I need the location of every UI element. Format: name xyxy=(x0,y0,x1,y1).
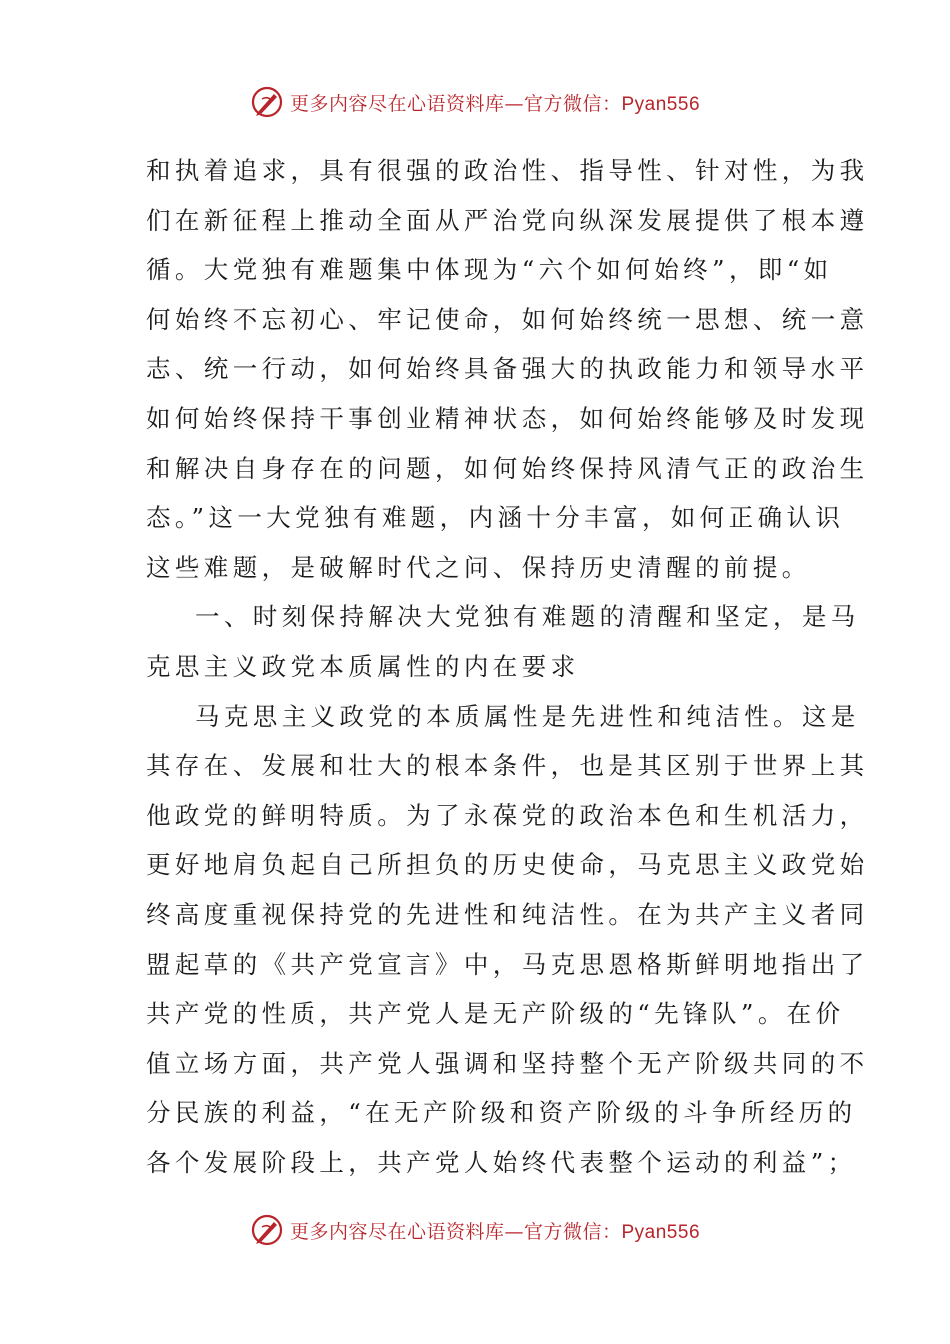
footer-wechat-label: 官方微信： xyxy=(523,1220,622,1243)
footer-dash: — xyxy=(504,1220,524,1243)
text-line: 这些难题，是破解时代之问、保持历史清醒的前提。 xyxy=(146,552,811,582)
text-line: 志、统一行动，如何始终具备强大的执政能力和领导水平 xyxy=(146,354,869,384)
text-line: 们在新征程上推动全面从严治党向纵深发展提供了根本遵 xyxy=(146,205,869,235)
section-heading-line: 克思主义政党本质属性的内在要求 xyxy=(146,651,580,681)
text-line: 和执着追求，具有很强的政治性、指导性、针对性，为我 xyxy=(146,156,869,185)
header-banner xyxy=(0,80,950,124)
text-line: 马克思主义政党的本质属性是先进性和纯洁性。这是 xyxy=(195,701,860,731)
text-line: 态。”这一大党独有难题，内涵十分丰富，如何正确认识 xyxy=(146,503,845,533)
document-body xyxy=(146,146,869,1187)
text-line: 和解决自身存在的问题，如何始终保持风清气正的政治生 xyxy=(146,453,869,483)
header-site-text: 更多内容尽在心语资料库 xyxy=(289,92,505,115)
text-line: 共产党的性质，共产党人是无产阶级的“先锋队”。在价 xyxy=(146,999,845,1029)
text-line: 其存在、发展和壮大的根本条件，也是其区别于世界上其 xyxy=(146,751,869,781)
header-wechat-label: 官方微信： xyxy=(523,92,622,115)
text-line: 何始终不忘初心、牢记使命，如何始终统一思想、统一意 xyxy=(146,304,869,334)
text-line: 循。大党独有难题集中体现为“六个如何始终”，即“如 xyxy=(146,255,833,285)
text-line: 盟起草的《共产党宣言》中，马克思恩格斯鲜明地指出了 xyxy=(146,949,869,979)
footer-banner xyxy=(0,1208,950,1252)
text-line: 分民族的利益，“在无产阶级和资产阶级的斗争所经历的 xyxy=(146,1098,857,1128)
text-line: 如何始终保持干事创业精神状态，如何始终能够及时发现 xyxy=(146,403,869,433)
text-line: 终高度重视保持党的先进性和纯洁性。在为共产主义者同 xyxy=(146,899,869,929)
footer-wechat-id: Pyan556 xyxy=(621,1221,701,1243)
text-line: 值立场方面，共产党人强调和坚持整个无产阶级共同的不 xyxy=(146,1048,869,1078)
header-banner-text xyxy=(290,89,700,116)
footer-site-text: 更多内容尽在心语资料库 xyxy=(289,1220,505,1243)
section-heading-line: 一、时刻保持解决大党独有难题的清醒和坚定，是马 xyxy=(195,602,860,632)
header-dash: — xyxy=(504,92,524,115)
text-line: 各个发展阶段上，共产党人始终代表整个运动的利益”； xyxy=(146,1147,857,1177)
pen-logo-icon xyxy=(250,85,284,119)
text-line: 更好地肩负起自己所担负的历史使命，马克思主义政党始 xyxy=(146,850,869,880)
text-line: 他政党的鲜明特质。为了永葆党的政治本色和生机活力， xyxy=(146,800,869,830)
header-wechat-id: Pyan556 xyxy=(621,93,701,115)
footer-banner-text xyxy=(290,1217,700,1244)
pen-logo-icon xyxy=(250,1213,284,1247)
